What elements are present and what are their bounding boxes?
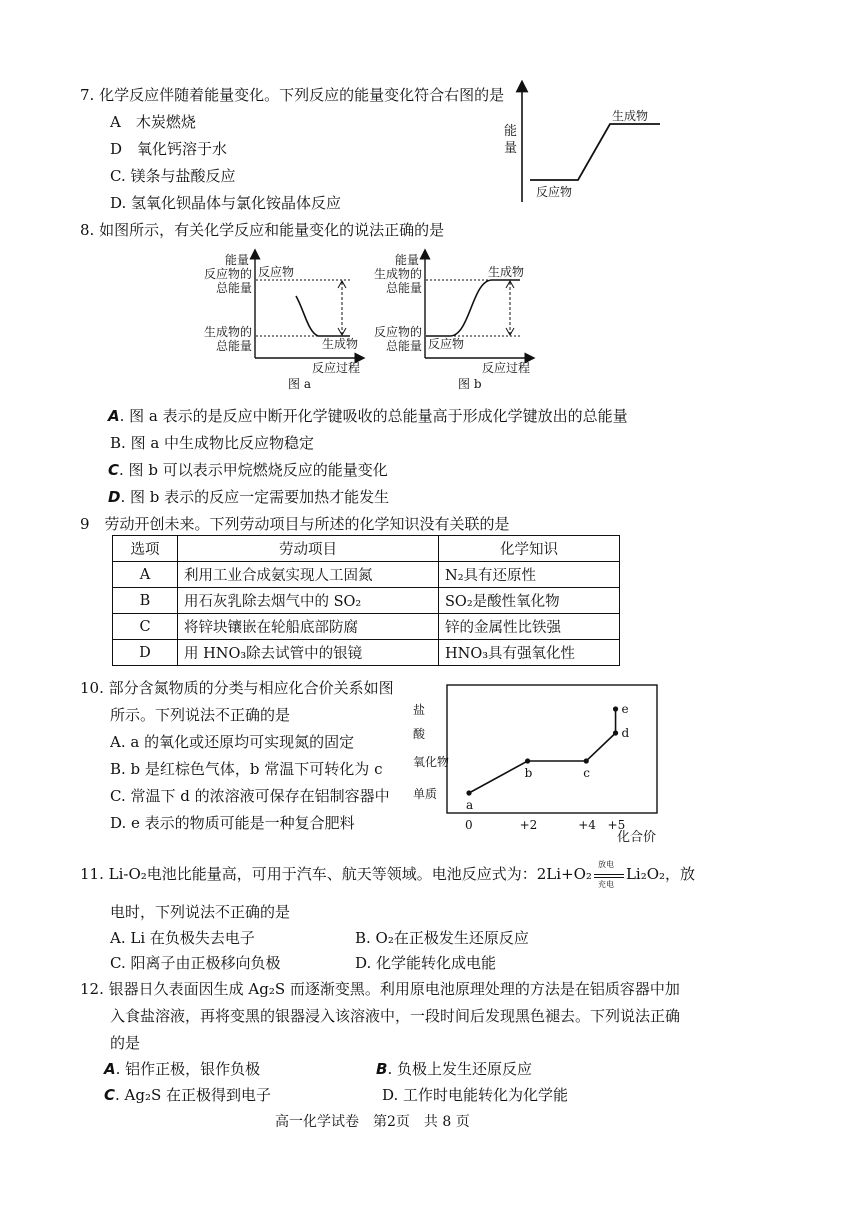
data-point-b	[525, 758, 530, 763]
q8b-ylabel: 能量	[395, 253, 420, 267]
q12-stem-1: 12. 银器日久表面因生成 Ag₂S 而逐渐变黑。利用原电池原理处理的方法是在铝质容器中加	[80, 980, 680, 998]
data-point-a	[466, 790, 471, 795]
handwritten-mark: A	[108, 407, 120, 425]
q12-option-c	[104, 1084, 271, 1105]
q7-ylabel-2: 量	[504, 141, 518, 156]
table-cell: SO₂是酸性氧化物	[439, 588, 620, 614]
q11-reaction-arrow	[594, 860, 624, 889]
q12-option-a-text: . 铝作正极，银作负极	[115, 1060, 261, 1078]
table-header-row	[113, 536, 620, 562]
q8a-ylabel: 能量	[225, 253, 250, 267]
q7-energy-diagram	[500, 80, 670, 210]
q10-option-b: B. b 是红棕色气体，b 常温下可转化为 c	[110, 760, 383, 778]
q8b-xlabel: 反应过程	[482, 361, 531, 375]
table-cell: HNO₃具有强氧化性	[439, 640, 620, 666]
x-tick-label: +5	[607, 818, 626, 832]
q12-option-d	[382, 1084, 568, 1105]
q12-option-b-text: . 负极上发生还原反应	[387, 1060, 532, 1078]
q10-stem-1: 10. 部分含氮物质的分类与相应化合价关系如图	[80, 679, 394, 697]
table-cell: D	[113, 640, 178, 666]
q7-option-c: C. 镁条与盐酸反应	[110, 167, 236, 185]
y-tick-label: 酸	[413, 727, 426, 741]
q10-valence-chart	[395, 675, 665, 845]
q8-option-c	[108, 459, 388, 480]
handwritten-mark: D	[108, 488, 121, 506]
q8b-product: 生成物	[488, 265, 525, 279]
q10-x-label: 化合价	[617, 830, 657, 845]
q8a-bottom-label-2: 总能量	[216, 339, 253, 353]
table-cell: A	[113, 562, 178, 588]
data-point-d	[613, 730, 618, 735]
q8-option-c-text: . 图 b 可以表示甲烷燃烧反应的能量变化	[119, 461, 388, 479]
q10-option-d: D. e 表示的物质可能是一种复合肥料	[110, 814, 355, 832]
q8-option-a	[108, 405, 628, 426]
q11-arrow-top: 放电	[597, 860, 614, 869]
q8b-top-label-1: 生成物的	[374, 267, 423, 281]
q11-arrow-bottom: 充电	[597, 880, 614, 889]
q11-stem-2: 电时，下列说法不正确的是	[110, 903, 291, 921]
q9-table	[112, 535, 620, 666]
q11-stem-1	[80, 860, 696, 889]
q8-option-d-text: . 图 b 表示的反应一定需要加热才能发生	[120, 488, 390, 506]
x-tick-label: +2	[519, 818, 538, 832]
q7-energy-curve	[530, 124, 660, 180]
q7-product-label: 生成物	[612, 109, 649, 123]
table-row	[113, 588, 620, 614]
handwritten-mark: B	[376, 1060, 388, 1078]
q8a-top-label-1: 反应物的	[204, 267, 253, 281]
q12-option-b	[376, 1058, 532, 1079]
q12-stem-3: 的是	[110, 1034, 141, 1052]
q8-option-d	[108, 486, 389, 507]
y-tick-label: 氧化物	[413, 755, 450, 769]
q7-option-b: D 氧化钙溶于水	[110, 140, 228, 158]
q10-option-c: C. 常温下 d 的浓溶液可保存在铝制容器中	[110, 787, 390, 805]
table-header: 劳动项目	[178, 536, 439, 562]
q8-figure-a	[200, 248, 375, 393]
y-tick-label: 盐	[413, 703, 426, 717]
q10-option-a: A. a 的氧化或还原均可实现氮的固定	[110, 733, 355, 751]
table-header: 化学知识	[439, 536, 620, 562]
table-cell: 锌的金属性比铁强	[439, 614, 620, 640]
q8b-bottom-label-1: 反应物的	[374, 325, 423, 339]
data-label-e: e	[621, 702, 629, 716]
page-footer: 高一化学试卷 第2页 共 8 页	[275, 1114, 470, 1130]
q7-reactant-label: 反应物	[536, 185, 573, 199]
q8a-bottom-label-1: 生成物的	[204, 325, 253, 339]
q8a-top-label-2: 总能量	[216, 281, 253, 295]
q11-option-c: C. 阳离子由正极移向负极	[110, 954, 281, 972]
q8b-caption: 图 b	[458, 377, 482, 391]
handwritten-mark: C	[104, 1086, 116, 1104]
x-tick-label: 0	[465, 818, 473, 832]
q8b-top-label-2: 总能量	[386, 281, 423, 295]
q8b-reactant: 反应物	[428, 337, 465, 351]
data-label-c: c	[583, 766, 590, 780]
table-cell: 利用工业合成氨实现人工固氮	[178, 562, 439, 588]
q10-series-line	[469, 733, 616, 793]
arrow-line	[594, 877, 624, 878]
table-cell: B	[113, 588, 178, 614]
q8-option-b-mark: B	[110, 434, 122, 452]
table-cell: 用 HNO₃除去试管中的银镜	[178, 640, 439, 666]
q8a-xlabel: 反应过程	[312, 361, 361, 375]
q7-stem: 7. 化学反应伴随着能量变化。下列反应的能量变化符合右图的是	[80, 86, 505, 104]
table-cell: N₂具有还原性	[439, 562, 620, 588]
data-point-c	[584, 758, 589, 763]
q8-option-b	[110, 432, 314, 453]
q8a-reactant: 反应物	[258, 265, 295, 279]
q8b-bottom-label-2: 总能量	[386, 339, 423, 353]
q11-option-d: D. 化学能转化成电能	[355, 954, 497, 972]
table-cell: 将锌块镶嵌在轮船底部防腐	[178, 614, 439, 640]
data-label-d: d	[621, 726, 630, 740]
q12-stem-2: 入食盐溶液，再将变黑的银器浸入该溶液中，一段时间后发现黑色褪去。下列说法正确	[110, 1007, 681, 1025]
q12-option-c-text: . Ag₂S 在正极得到电子	[115, 1086, 272, 1104]
table-row	[113, 640, 620, 666]
q11-option-b: B. O₂在正极发生还原反应	[355, 929, 529, 947]
handwritten-mark: C	[108, 461, 120, 479]
q8-option-a-text: . 图 a 表示的是反应中断开化学键吸收的总能量高于形成化学键放出的总能量	[119, 407, 628, 425]
table-cell: C	[113, 614, 178, 640]
q8a-product: 生成物	[322, 337, 359, 351]
q11-stem-end: Li₂O₂，放	[625, 865, 696, 883]
q12-option-a	[104, 1058, 260, 1079]
x-tick-label: +4	[578, 818, 596, 832]
q8-option-b-text: . 图 a 中生成物比反应物稳定	[121, 434, 315, 452]
q8-figure-b	[370, 248, 545, 393]
table-row	[113, 614, 620, 640]
handwritten-mark: A	[104, 1060, 116, 1078]
table-header: 选项	[113, 536, 178, 562]
table-cell: 用石灰乳除去烟气中的 SO₂	[178, 588, 439, 614]
q10-stem-2: 所示。下列说法不正确的是	[110, 706, 291, 724]
q9-stem: 9 劳动开创未来。下列劳动项目与所述的化学知识没有关联的是	[80, 515, 510, 533]
q8-stem: 8. 如图所示，有关化学反应和能量变化的说法正确的是	[80, 221, 445, 239]
data-point-e	[613, 706, 618, 711]
q7-option-d: D. 氢氧化钡晶体与氯化铵晶体反应	[110, 194, 342, 212]
q12-option-d-text: D. 工作时电能转化为化学能	[382, 1086, 569, 1104]
q7-ylabel-1: 能	[504, 124, 518, 139]
data-label-a: a	[466, 798, 474, 812]
arrow-line	[594, 874, 624, 875]
q11-option-a: A. Li 在负极失去电子	[110, 929, 255, 947]
q11-stem-text: 11. Li-O₂电池比能量高，可用于汽车、航天等领域。电池反应式为：2Li+O₂	[80, 865, 592, 883]
data-label-b: b	[524, 766, 533, 780]
y-tick-label: 单质	[413, 787, 438, 801]
q8a-caption: 图 a	[288, 377, 311, 391]
q7-option-a: A 木炭燃烧	[110, 113, 196, 131]
table-row	[113, 562, 620, 588]
